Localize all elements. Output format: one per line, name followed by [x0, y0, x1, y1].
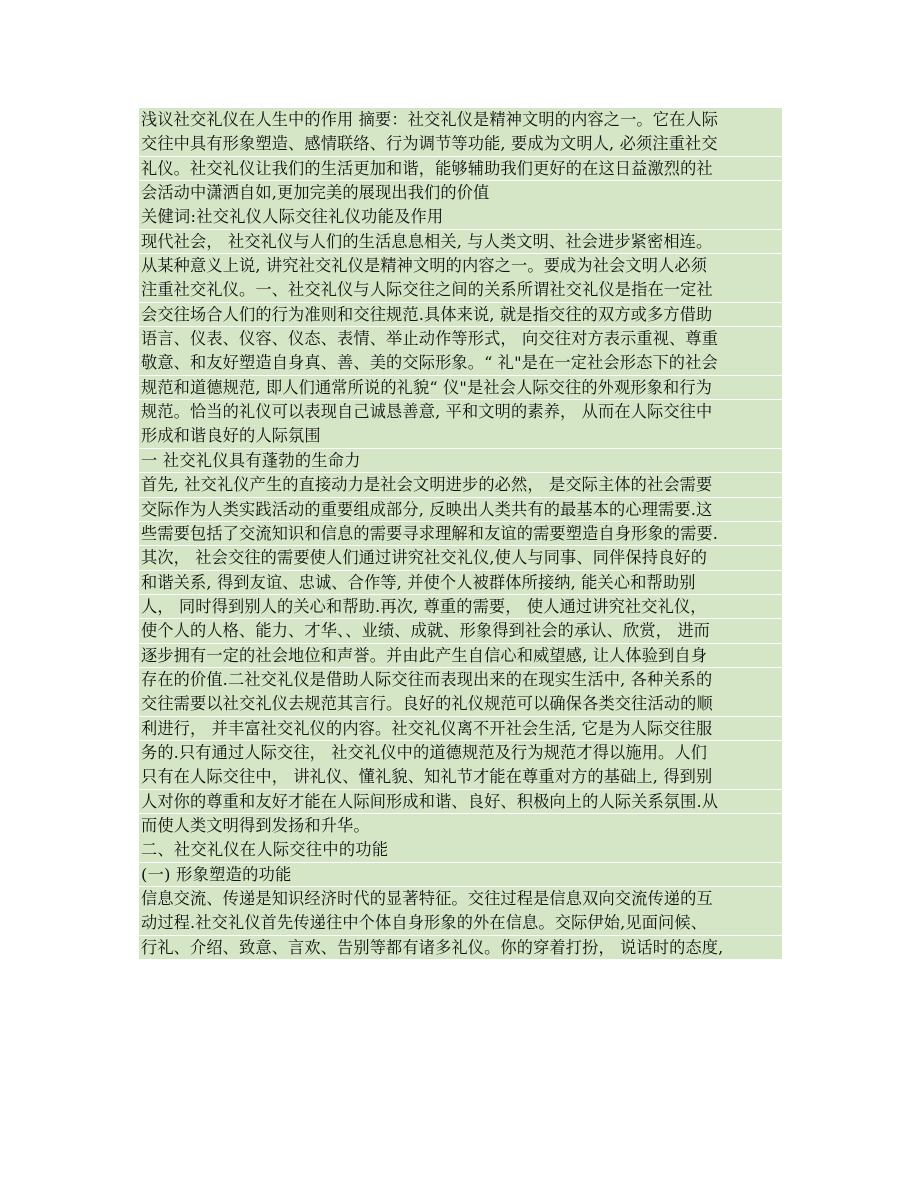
text-line: 而使人类文明得到发扬和升华。: [139, 814, 782, 838]
document-page: [139, 108, 782, 960]
text-line: 人， 同时得到别人的关心和帮助.再次, 尊重的需要， 使人通过讲究社交礼仪，: [139, 595, 782, 619]
subsection-heading: (一) 形象塑造的功能: [139, 863, 782, 887]
text-line: 会活动中潇洒自如,更加完美的展现出我们的价值: [139, 181, 782, 205]
text-line: 人对你的尊重和友好才能在人际间形成和谐、良好、积极向上的人际关系氛围.从: [139, 790, 782, 814]
text-line: 形成和谐良好的人际氛围: [139, 424, 782, 448]
text-line: 利进行， 并丰富社交礼仪的内容。社交礼仪离不开社会生活, 它是为人际交往服: [139, 717, 782, 741]
text-line: 规范和道德规范, 即人们通常所说的礼貌“ 仪"是社会人际交往的外观形象和行为: [139, 376, 782, 400]
text-line: 动过程.社交礼仪首先传递往中个体自身形象的外在信息。交际伊始,见面问候、: [139, 911, 782, 935]
text-line: 会交往场合人们的行为准则和交往规范.具体来说, 就是指交往的双方或多方借助: [139, 303, 782, 327]
text-line: 存在的价值.二社交礼仪是借助人际交往而表现出来的在现实生活中, 各种关系的: [139, 668, 782, 692]
text-line: 敬意、和友好塑造自身真、善、美的交际形象。“ 礼"是在一定社会形态下的社会: [139, 351, 782, 375]
text-line: 使个人的人格、能力、才华、、业绩、成就、形象得到社会的承认、欣赏， 进而: [139, 619, 782, 643]
text-line: 信息交流、传递是知识经济时代的显著特征。交往过程是信息双向交流传递的互: [139, 887, 782, 911]
text-line: 交往中具有形象塑造、感情联络、行为调节等功能, 要成为文明人, 必须注重社交: [139, 132, 782, 156]
text-line: 只有在人际交往中， 讲礼仪、懂礼貌、知礼节才能在尊重对方的基础上, 得到别: [139, 765, 782, 789]
text-line: 交际作为人类实践活动的重要组成部分, 反映出人类共有的最基本的心理需要.这: [139, 498, 782, 522]
text-line: 逐步拥有一定的社会地位和声誉。并由此产生自信心和威望感, 让人体验到自身: [139, 644, 782, 668]
text-line: 务的.只有通过人际交往， 社交礼仪中的道德规范及行为规范才得以施用。人们: [139, 741, 782, 765]
text-line: 礼仪。社交礼仪让我们的生活更加和谐，能够辅助我们更好的在这日益激烈的社: [139, 157, 782, 181]
section-heading: 一 社交礼仪具有蓬勃的生命力: [139, 449, 782, 473]
text-line: 行礼、介绍、致意、言欢、告别等都有诸多礼仪。你的穿着打扮， 说话时的态度,: [139, 936, 782, 960]
text-line: 交往需要以社交礼仪去规范其言行。良好的礼仪规范可以确保各类交往活动的顺: [139, 692, 782, 716]
keywords-line: 关健词:社交礼仪人际交往礼仪功能及作用: [139, 205, 782, 229]
text-line: 首先, 社交礼仪产生的直接动力是社会文明进步的必然， 是交际主体的社会需要: [139, 473, 782, 497]
text-line: 语言、仪表、仪容、仪态、表情、举止动作等形式， 向交往对方表示重视、尊重: [139, 327, 782, 351]
text-line: 规范。恰当的礼仪可以表现自己诚恳善意, 平和文明的素养， 从而在人际交往中: [139, 400, 782, 424]
text-line: 其次， 社会交往的需要使人们通过讲究社交礼仪,使人与同事、同伴保持良好的: [139, 546, 782, 570]
text-line: 些需要包括了交流知识和信息的需要寻求理解和友谊的需要塑造自身形象的需要.: [139, 522, 782, 546]
text-line: 从某种意义上说, 讲究社交礼仪是精神文明的内容之一。要成为社会文明人必须: [139, 254, 782, 278]
text-line: 现代社会， 社交礼仪与人们的生活息息相关, 与人类文明、社会进步紧密相连。: [139, 230, 782, 254]
section-heading: 二、社交礼仪在人际交往中的功能: [139, 838, 782, 862]
text-line: 浅议社交礼仪在人生中的作用 摘要：社交礼仪是精神文明的内容之一。它在人际: [139, 108, 782, 132]
text-line: 和谐关系, 得到友谊、忠诚、合作等, 并使个人被群体所接纳, 能关心和帮助别: [139, 571, 782, 595]
text-line: 注重社交礼仪。一、社交礼仪与人际交往之间的关系所谓社交礼仪是指在一定社: [139, 278, 782, 302]
